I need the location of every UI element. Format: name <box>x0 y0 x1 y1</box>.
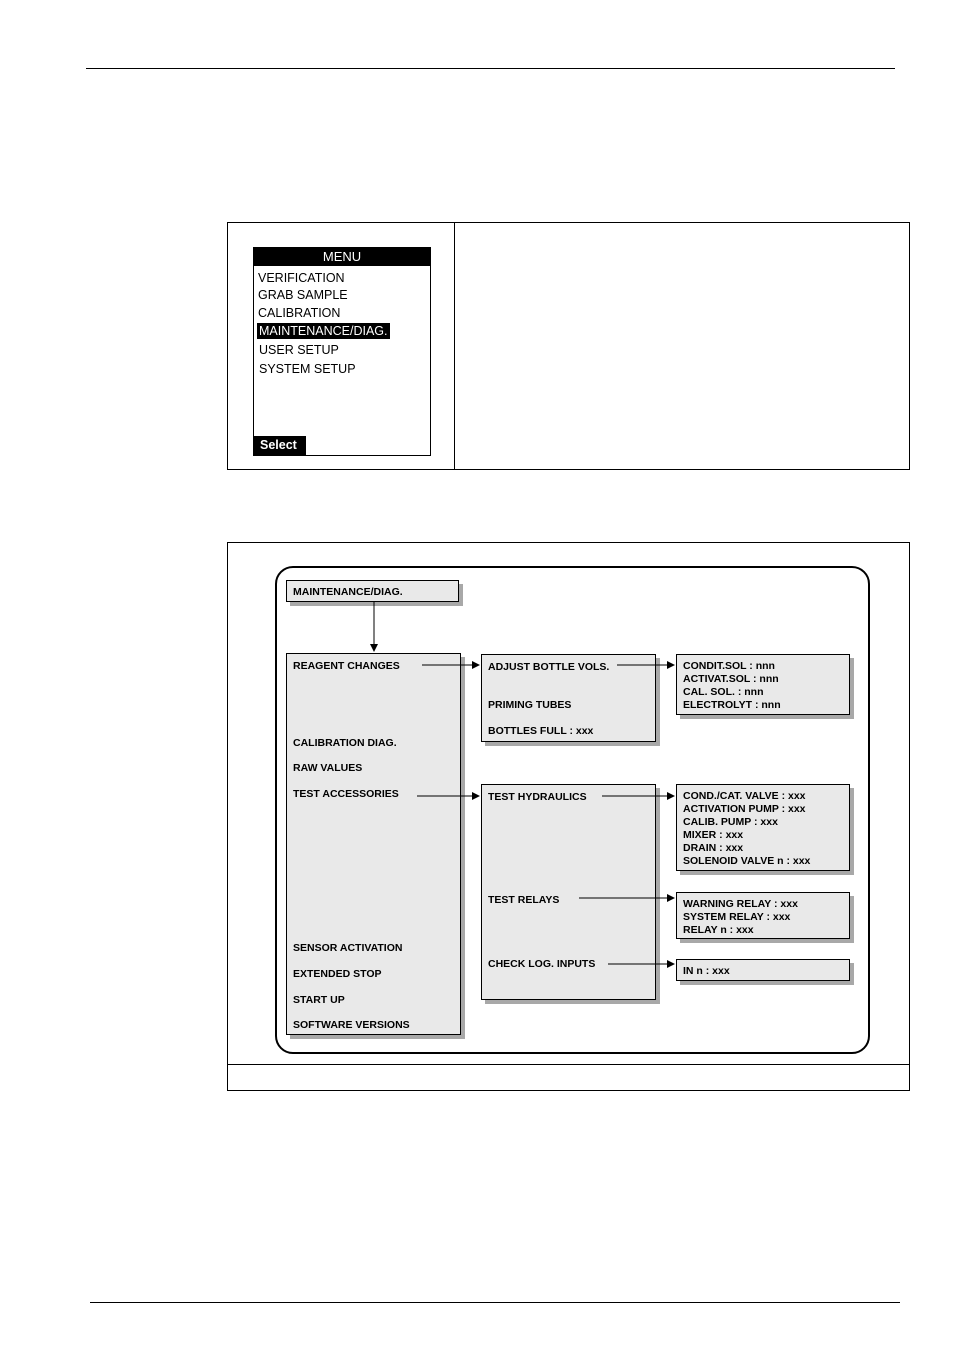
item-priming-tubes: PRIMING TUBES <box>488 699 572 711</box>
lcd-menu-screen <box>253 247 431 456</box>
item-mixer: MIXER : xxx <box>683 829 744 841</box>
item-cond-cat-valve: COND./CAT. VALVE : xxx <box>683 790 806 802</box>
item-test-hydraulics: TEST HYDRAULICS <box>488 791 587 803</box>
item-sensor-activation: SENSOR ACTIVATION <box>293 942 403 954</box>
item-system-relay: SYSTEM RELAY : xxx <box>683 911 791 923</box>
lcd-menu-title: MENU <box>254 248 430 266</box>
item-extended-stop: EXTENDED STOP <box>293 968 382 980</box>
diagram-arrows <box>277 568 868 1052</box>
item-software-versions: SOFTWARE VERSIONS <box>293 1019 410 1031</box>
menu-item-verification[interactable]: VERIFICATION <box>258 271 345 285</box>
item-start-up: START UP <box>293 994 345 1006</box>
menu-item-grab-sample[interactable]: GRAB SAMPLE <box>258 288 348 302</box>
diagram-table <box>227 542 910 1091</box>
item-solenoid-valve: SOLENOID VALVE n : xxx <box>683 855 811 867</box>
item-check-log-inputs: CHECK LOG. INPUTS <box>488 958 596 970</box>
item-warning-relay: WARNING RELAY : xxx <box>683 898 798 910</box>
select-softkey[interactable]: Select <box>254 436 306 455</box>
item-activation-pump: ACTIVATION PUMP : xxx <box>683 803 806 815</box>
menu-table <box>227 222 910 470</box>
item-in-n: IN n : xxx <box>683 965 730 977</box>
caption-row <box>228 1064 909 1065</box>
root-label: MAINTENANCE/DIAG. <box>293 586 403 598</box>
item-condit-sol: CONDIT.SOL : nnn <box>683 660 775 672</box>
item-calib-pump: CALIB. PUMP : xxx <box>683 816 778 828</box>
item-calibration-diag: CALIBRATION DIAG. <box>293 737 397 749</box>
item-reagent-changes: REAGENT CHANGES <box>293 660 400 672</box>
item-activat-sol: ACTIVAT.SOL : nnn <box>683 673 779 685</box>
item-electrolyt: ELECTROLYT : nnn <box>683 699 781 711</box>
header-rule <box>86 68 895 69</box>
item-relay-n: RELAY n : xxx <box>683 924 754 936</box>
item-bottles-full: BOTTLES FULL : xxx <box>488 725 594 737</box>
menu-item-user-setup[interactable]: USER SETUP <box>259 343 339 357</box>
menu-item-maintenance-diag[interactable]: MAINTENANCE/DIAG. <box>259 324 388 338</box>
footer-rule <box>90 1302 900 1303</box>
item-drain: DRAIN : xxx <box>683 842 744 854</box>
menu-item-calibration[interactable]: CALIBRATION <box>258 306 341 320</box>
diagram-frame <box>275 566 870 1054</box>
table-divider <box>454 223 455 469</box>
item-adjust-bottle-vols: ADJUST BOTTLE VOLS. <box>488 661 610 673</box>
item-test-accessories: TEST ACCESSORIES <box>293 788 399 800</box>
menu-item-system-setup[interactable]: SYSTEM SETUP <box>259 362 356 376</box>
item-cal-sol: CAL. SOL. : nnn <box>683 686 764 698</box>
item-test-relays: TEST RELAYS <box>488 894 560 906</box>
item-raw-values: RAW VALUES <box>293 762 363 774</box>
